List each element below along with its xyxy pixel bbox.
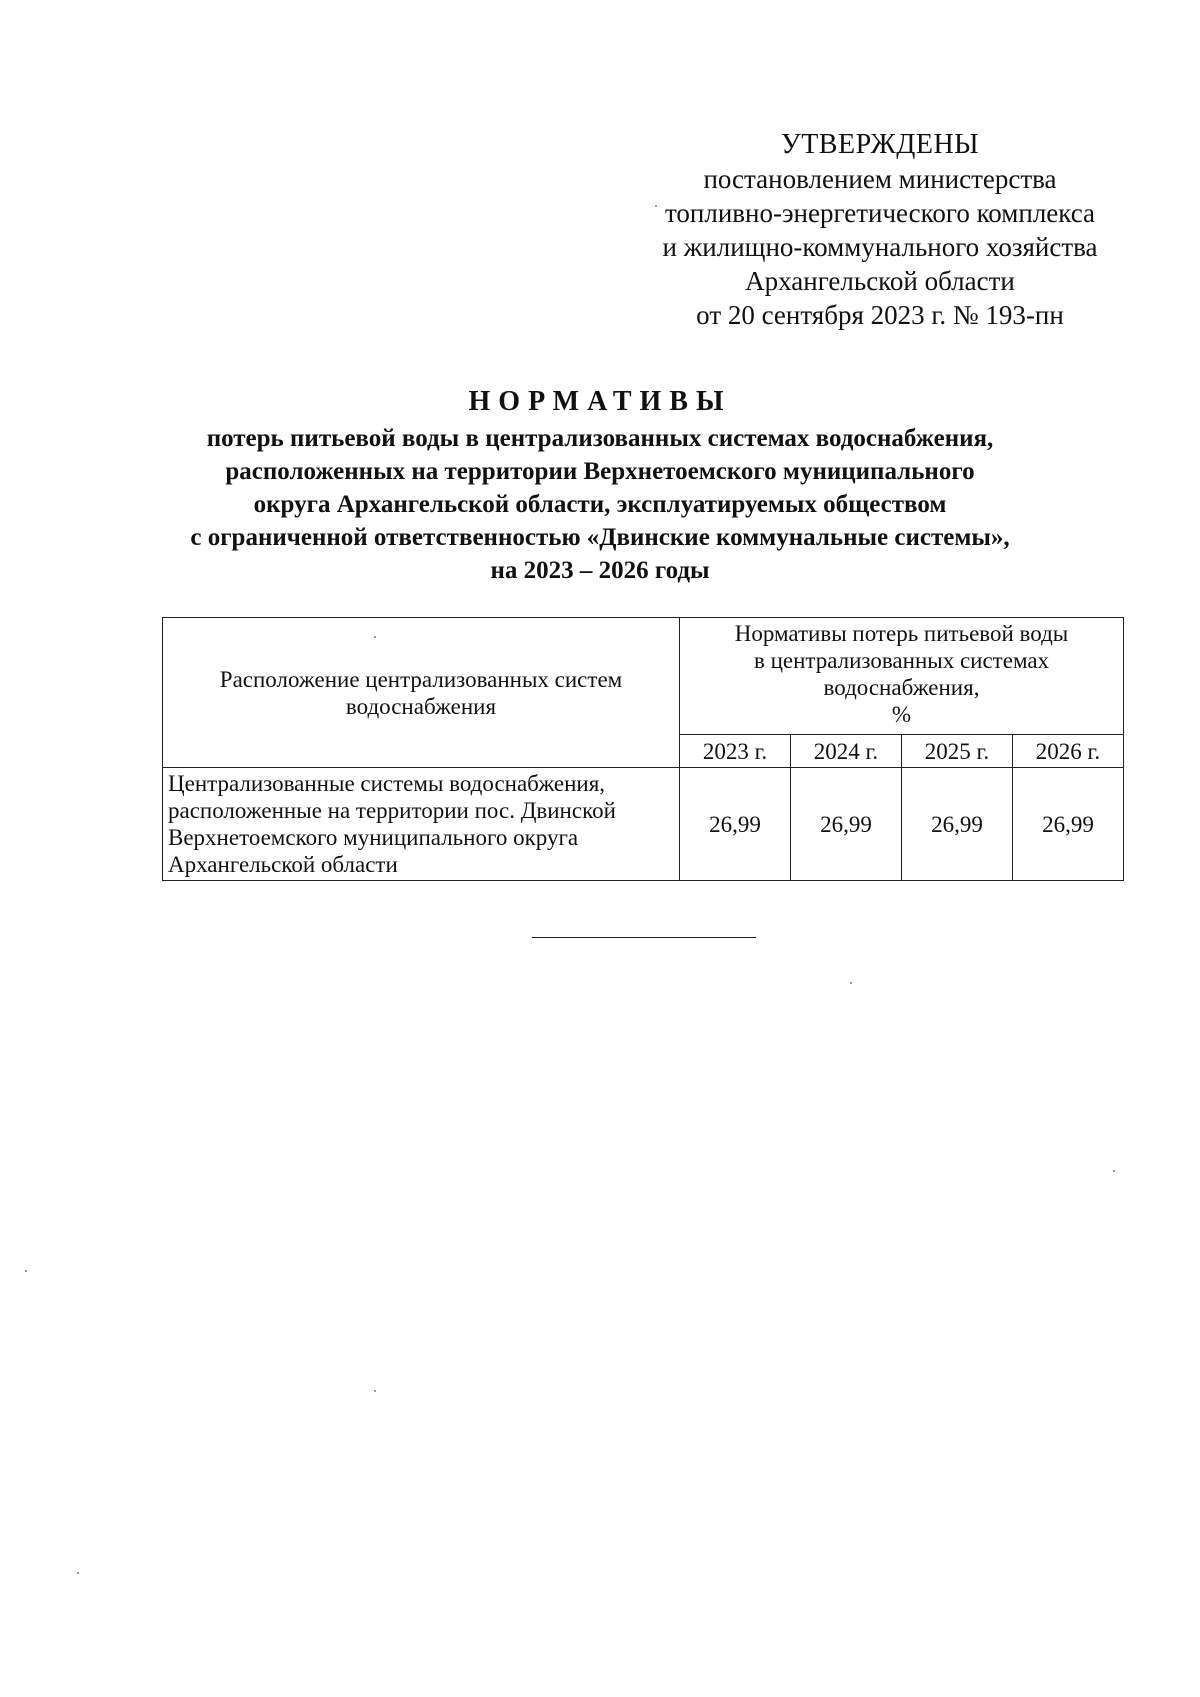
scan-speck [25, 1270, 27, 1272]
location-line: Верхнетоемского муниципального округа [168, 825, 579, 850]
approval-line: постановлением министерства [703, 164, 1057, 194]
scan-speck [1113, 1170, 1115, 1172]
document-subtitle-line: потерь питьевой воды в централизованных системах водоснабжения, [206, 425, 994, 452]
end-divider [532, 937, 756, 938]
document-subtitle-line: с ограниченной ответственностью «Двинские коммунальные системы», [190, 524, 1010, 551]
approval-line: от 20 сентября 2023 г. № 193-пн [696, 300, 1064, 330]
norms-header-line: в централизованных системах [753, 648, 1050, 673]
scan-speck [374, 1390, 376, 1392]
approval-line: топливно-энергетического комплекса [664, 198, 1096, 228]
location-line: Централизованные системы водоснабжения, [168, 771, 606, 796]
scan-speck [374, 636, 376, 638]
norms-header-unit: % [891, 702, 912, 727]
value-2025: 26,99 [901, 768, 1012, 881]
value-2024: 26,99 [790, 768, 901, 881]
year-header-2024: 2024 г. [790, 735, 901, 768]
location-column-header: Расположение централизованных систем водоснабжения [163, 618, 680, 768]
document-subtitle-line: округа Архангельской области, эксплуатируемых обществом [253, 491, 947, 518]
norms-header-line: Нормативы потерь питьевой воды [734, 621, 1069, 646]
document-heading [140, 382, 1060, 587]
scan-speck [655, 205, 657, 207]
location-line: расположенные на территории пос. Двинской [168, 798, 616, 823]
approval-line: Архангельской области [745, 266, 1015, 296]
norms-table [162, 617, 1124, 881]
value-2023: 26,99 [680, 768, 791, 881]
approval-line: и жилищно-коммунального хозяйства [662, 232, 1098, 262]
approval-block [600, 128, 1160, 332]
table-row [163, 768, 1124, 881]
value-2026: 26,99 [1012, 768, 1123, 881]
norms-header-line: водоснабжения, [823, 675, 980, 700]
norms-column-header [680, 618, 1124, 735]
location-line: Архангельской области [168, 852, 398, 877]
document-subtitle-line: расположенных на территории Верхнетоемского муниципального [225, 458, 975, 485]
table-header-row [163, 618, 1124, 735]
year-header-2026: 2026 г. [1012, 735, 1123, 768]
document-subtitle-line: на 2023 – 2026 годы [490, 557, 710, 584]
location-cell [163, 768, 680, 881]
scan-speck [850, 982, 852, 984]
document-title: НОРМАТИВЫ [468, 386, 732, 417]
year-header-2023: 2023 г. [680, 735, 791, 768]
year-header-2025: 2025 г. [901, 735, 1012, 768]
approval-title: УТВЕРЖДЕНЫ [780, 129, 980, 160]
scan-speck [77, 1572, 79, 1574]
